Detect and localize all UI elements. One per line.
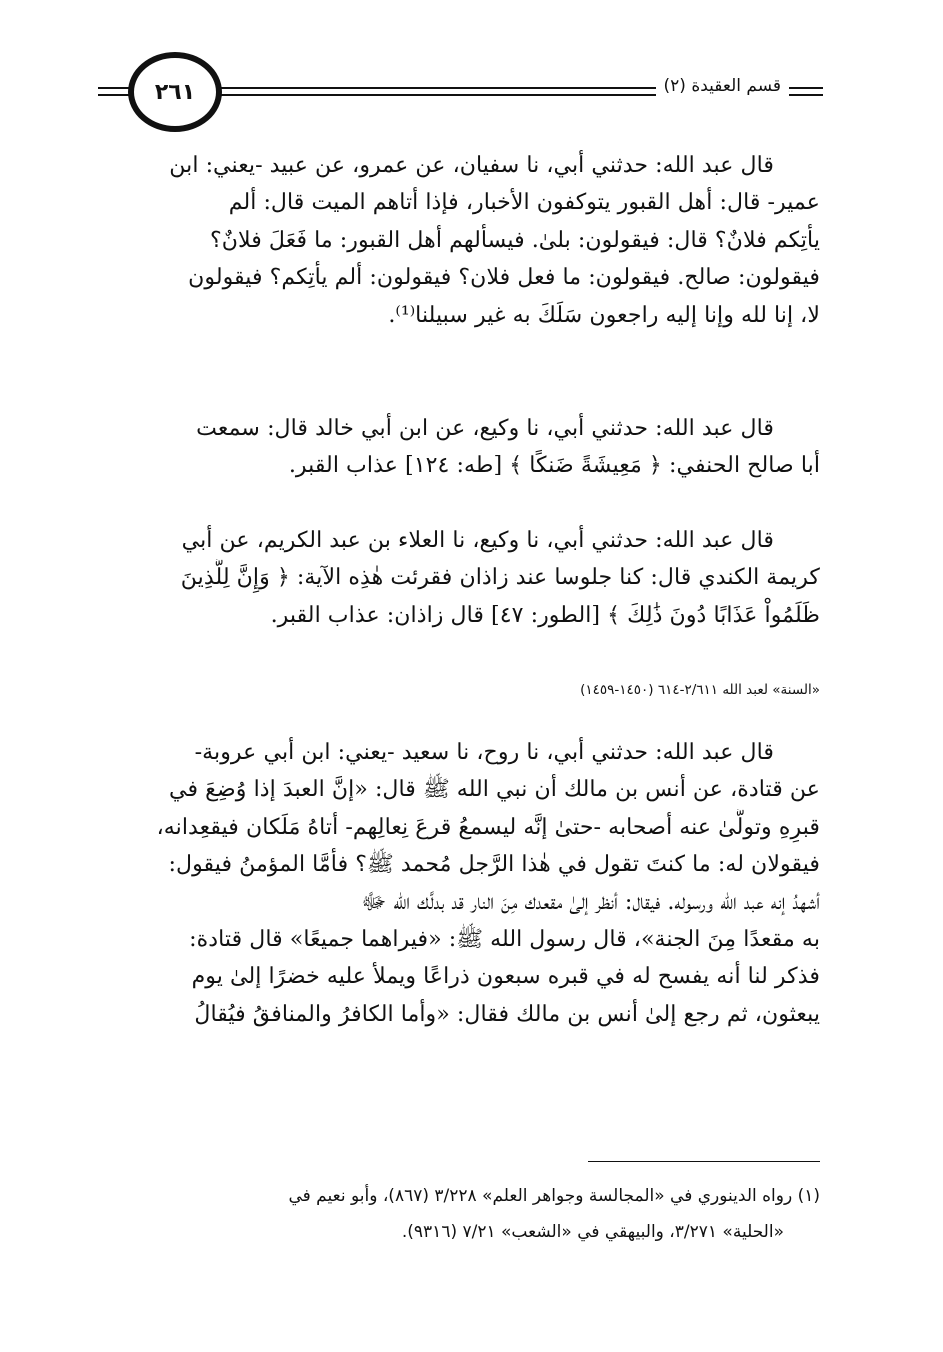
running-title: قسم العقيدة (٢) <box>656 75 790 97</box>
text-line: عن قتادة، عن أنس بن مالك أن نبي الله ﷺ قال: «إنَّ العبدَ إذا وُضِعَ في <box>169 776 820 803</box>
text-line: ظَلَمُواْ عَذَابًا دُونَ ذَٰلِكَ ﴾ [الطور: ٤٧] قال زاذان: عذاب القبر. <box>270 601 820 628</box>
text-line: فيقولان له: ما كنتَ تقول في هٰذا الرَّجل مُحمد ﷺ؟ فأمَّا المؤمنُ فيقول: <box>168 851 820 878</box>
paragraph <box>102 734 820 1033</box>
paragraph <box>102 147 820 334</box>
source-citation: «السنة» لعبد الله ٢/٦١١-٦١٤ (١٤٥٠-١٤٥٩) <box>580 682 820 698</box>
page-number: ٢٦١ <box>154 79 196 105</box>
text-line: به مقعدًا مِنَ الجنة»، قال رسول الله ﷺ: «فيراهما جميعًا» قال قتادة: <box>189 926 820 953</box>
page-number-frame <box>128 52 222 132</box>
text-line: قبرِهِ وتولَّىٰ عنه أصحابه -حتىٰ إنَّه ليسمعُ قرعَ نِعالِهم- أتاهُ مَلَكان فيقعِدانه، <box>156 813 820 840</box>
footnotes <box>102 1178 820 1250</box>
footnote-separator <box>588 1161 820 1162</box>
text-line: أشهدُ إنه عبد الله ورسوله. فيقال: أنظر إلىٰ مقعدك مِنَ النار قد بدلَّك الله ﷻ <box>361 888 820 915</box>
text-line: قال عبد الله: حدثني أبي، نا روح، نا سعيد -يعني: ابن أبي عروبة- <box>194 739 774 765</box>
page-header <box>98 50 823 134</box>
paragraph <box>102 522 820 634</box>
text-line: لا، إنا لله وإنا إليه راجعون سَلَكَ به غير سبيلنا⁽¹⁾. <box>388 301 820 328</box>
text-line: كريمة الكندي قال: كنا جلوسا عند زاذان فقرئت هٰذِه الآية: ﴿ وَإِنَّ لِلَّذِينَ <box>180 564 820 591</box>
text-line: قال عبد الله: حدثني أبي، نا وكيع، عن ابن أبي خالد قال: سمعت <box>196 415 774 441</box>
text-line: يأتِكم فلانٌ؟ قال: فيقولون: بلىٰ. فيسألهم أهل القبور: ما فَعَلَ فلانٌ؟ <box>209 226 820 253</box>
footnote-line: (١) رواه الدينوري في «المجالسة وجواهر العلم» ٣/٢٢٨ (٨٦٧)، وأبو نعيم في <box>288 1186 820 1206</box>
text-line: فيقولون: صالح. فيقولون: ما فعل فلان؟ فيقولون: ألم يأتِكم؟ فيقولون <box>188 264 820 291</box>
text-line: فذكر لنا أنه يفسح له في قبره سبعون ذراعًا ويملأ عليه خضرًا إلىٰ يوم <box>191 963 820 990</box>
text-line: قال عبد الله: حدثني أبي، نا وكيع، نا العلاء بن عبد الكريم، عن أبي <box>181 527 774 553</box>
footnote-line: «الحلية» ٣/٢٧١، والبيهقي في «الشعب» ٧/٢١ (٩٣١٦). <box>401 1222 784 1242</box>
paragraph <box>102 410 820 485</box>
text-line: عمير- قال: أهل القبور يتوكفون الأخبار، فإذا أتاهم الميت قال: ألم <box>228 189 820 216</box>
text-line: أبا صالح الحنفي: ﴿ مَعِيشَةً ضَنكًا ﴾ [طه: ١٢٤] عذاب القبر. <box>288 452 820 479</box>
text-line: يبعثون، ثم رجع إلىٰ أنس بن مالك فقال: «وأما الكافرُ والمنافقُ فيُقالُ <box>194 1000 820 1027</box>
text-line: قال عبد الله: حدثني أبي، نا سفيان، عن عمرو، عن عبيد -يعني: ابن <box>169 152 774 178</box>
